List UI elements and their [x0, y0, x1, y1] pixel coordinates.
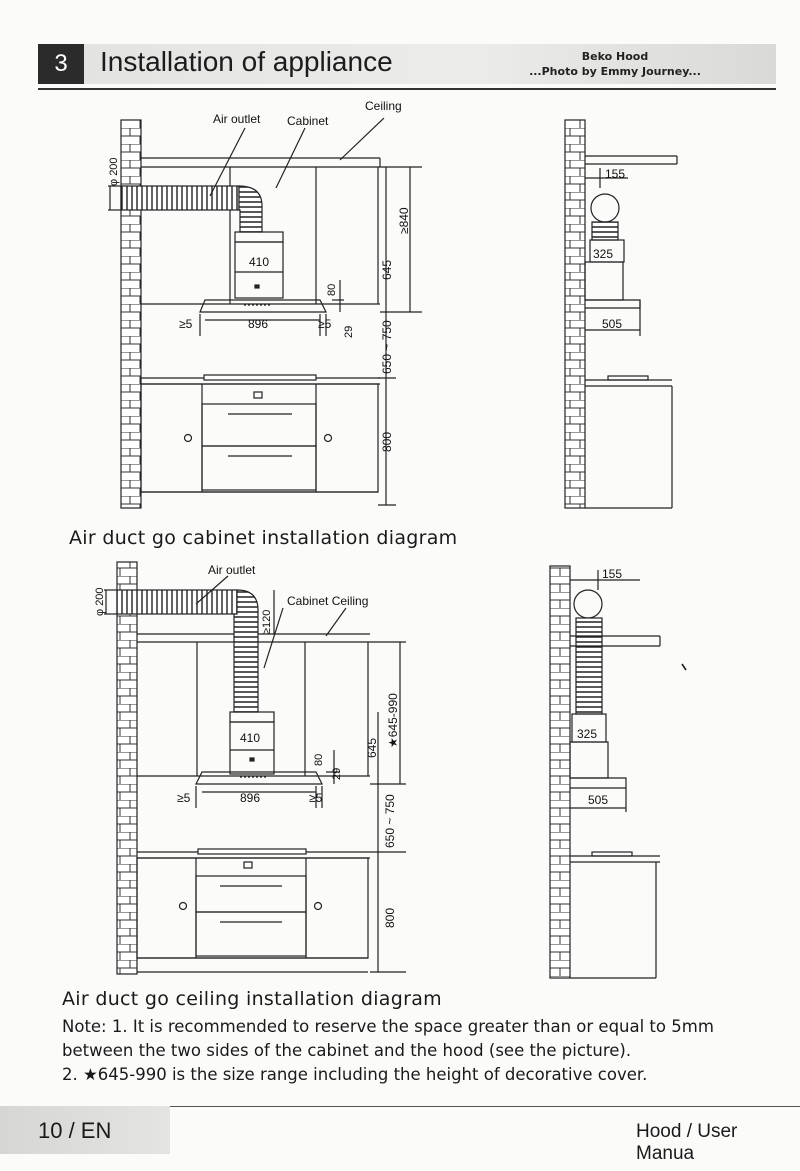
label-w896: 896	[248, 317, 269, 331]
d2-label-gap-right: ≥5	[309, 791, 323, 805]
label-dia-200: φ 200	[108, 157, 120, 186]
label-gap-left: ≥5	[179, 317, 193, 331]
installation-note	[62, 1015, 782, 1087]
manual-title: Hood / User Manua	[636, 1121, 738, 1164]
d2-label-d29: 29	[331, 767, 343, 780]
side1-label-325: 325	[593, 247, 614, 261]
label-cabinet: Cabinet	[287, 114, 329, 128]
d2-label-d80: 80	[313, 753, 325, 766]
label-gap-right: ≥5	[318, 317, 332, 331]
label-air-outlet: Air outlet	[213, 112, 261, 126]
d2-label-air-outlet: Air outlet	[208, 563, 256, 577]
footer-rule	[170, 1106, 800, 1107]
wall-bricks	[121, 120, 141, 508]
label-d29: 29	[343, 325, 355, 338]
label-w410: 410	[249, 255, 270, 269]
side1-label-155: 155	[605, 167, 626, 181]
page-number: 10 / EN	[38, 1118, 112, 1143]
caption-diagram-1: Air duct go cabinet installation diagram	[69, 527, 458, 549]
side1-label-505: 505	[602, 317, 623, 331]
note-line-1: Note: 1. It is recommended to reserve the space greater than or equal to 5mm	[62, 1017, 714, 1036]
d2-label-w410: 410	[240, 731, 261, 745]
label-ceiling: Ceiling	[365, 99, 402, 113]
credit-line-1: Beko Hood	[581, 50, 649, 63]
label-h650: 650 ~ 750	[380, 320, 394, 374]
d2-label-h120: ≥120	[261, 609, 273, 634]
d2-label-dia-200: φ 200	[94, 587, 106, 616]
label-d80: 80	[326, 283, 338, 296]
label-h800: 800	[380, 431, 394, 452]
note-line-3: 2. ★645-990 is the size range including the height of decorative cover.	[62, 1065, 648, 1084]
d2-label-h645-990: ★645-990	[386, 693, 400, 748]
d2-label-w896: 896	[240, 791, 261, 805]
label-h645: 645	[380, 259, 394, 280]
horizontal-duct	[121, 186, 239, 210]
diagram-2-front	[104, 562, 406, 974]
side2-label-325: 325	[577, 727, 598, 741]
caption-diagram-2: Air duct go ceiling installation diagram	[62, 988, 442, 1010]
side2-label-505: 505	[588, 793, 609, 807]
d2-label-cabinet-ceiling: Cabinet Ceiling	[287, 594, 369, 608]
diagram-2-side	[550, 566, 686, 978]
section-title: Installation of appliance	[100, 46, 393, 77]
side2-label-155: 155	[602, 567, 623, 581]
note-line-2: between the two sides of the cabinet and the hood (see the picture).	[62, 1041, 632, 1060]
d2-label-h650: 650 ~ 750	[383, 794, 397, 848]
label-h840: ≥840	[397, 207, 411, 234]
diagram-1-front	[108, 118, 422, 508]
d2-label-h645: 645	[365, 737, 379, 758]
section-number: 3	[38, 44, 84, 84]
d2-label-gap-left: ≥5	[177, 791, 191, 805]
d2-label-h800: 800	[383, 907, 397, 928]
credit-line-2: ...Photo by Emmy Journey...	[529, 65, 701, 78]
